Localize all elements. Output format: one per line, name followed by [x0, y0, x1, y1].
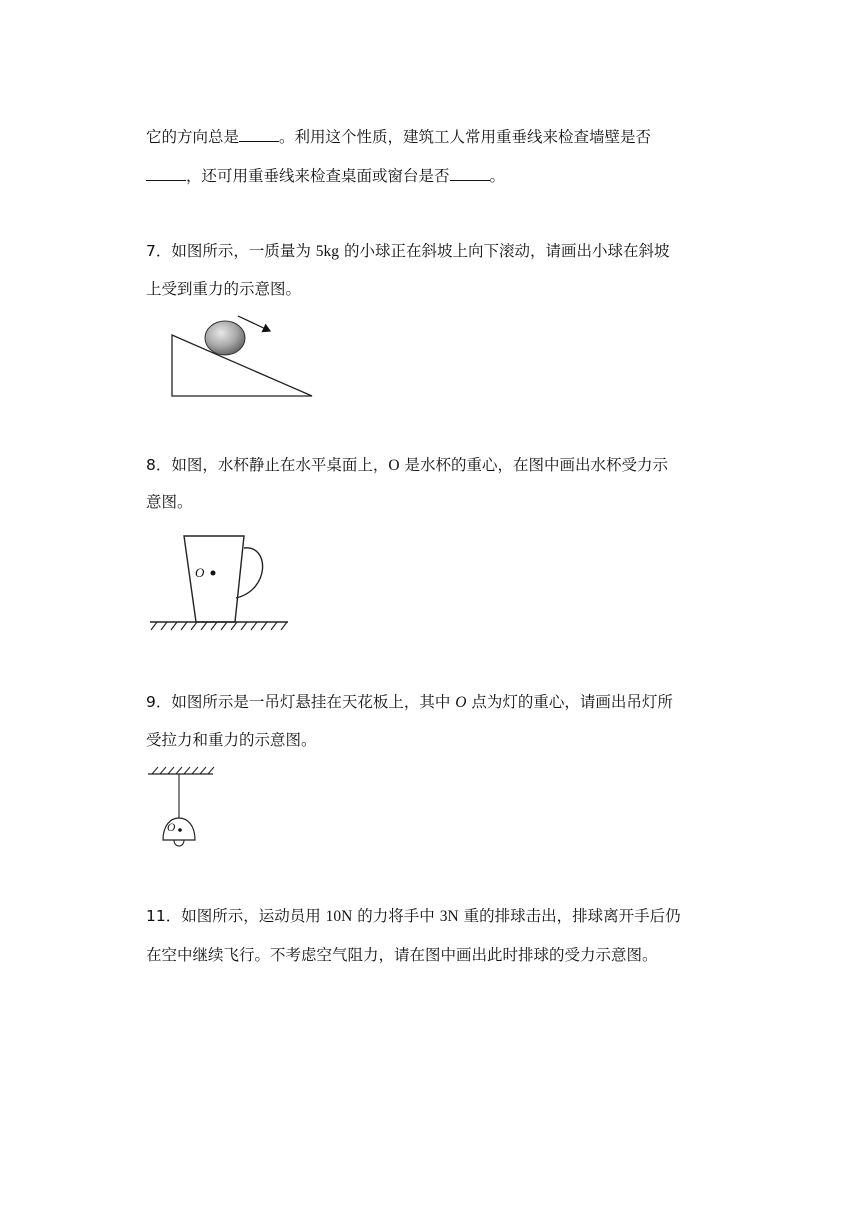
- q7-text-b: 的小球正在斜坡上向下滚动，请画出小球在斜坡: [339, 242, 670, 260]
- q6-text-b: 。利用这个性质，建筑工人常用重垂线来检查墙壁是否: [279, 128, 652, 146]
- q9-text-a: 9．如图所示是一吊灯悬挂在天花板上，其中: [146, 693, 456, 711]
- q7-line-2: 上受到重力的示意图。: [146, 280, 302, 298]
- q6-text-d: 。: [489, 167, 506, 185]
- q6-text-c: ，还可用重垂线来检查桌面或窗台是否: [186, 167, 450, 185]
- q11-force: 10N: [325, 908, 353, 925]
- lamp-bulb: [174, 840, 184, 846]
- q9-line-2: 受拉力和重力的示意图。: [146, 731, 317, 749]
- q8-line-2: 意图。: [146, 493, 193, 511]
- q9-o-label: O: [455, 694, 467, 711]
- q7-text-a: 7．如图所示，一质量为: [146, 242, 316, 260]
- q11-text-c: 重的排球击出，排球离开手后仍: [458, 907, 681, 925]
- q8-cup-o-label: O: [195, 565, 205, 580]
- q9-lamp-o-label: O: [167, 822, 176, 834]
- q9-text-b: 点为灯的重心，请画出吊灯所: [466, 693, 673, 711]
- q11-text-b: 的力将手中: [352, 907, 440, 925]
- q11-line-1: [146, 906, 681, 927]
- lamp-center-of-gravity-dot: [178, 828, 182, 832]
- q8-text-a: 8．如图，水杯静止在水平桌面上，: [146, 456, 389, 474]
- q11-line-2: 在空中继续飞行。不考虑空气阻力，请在图中画出此时排球的受力示意图。: [146, 946, 658, 964]
- ceiling-hatching: [152, 767, 214, 774]
- q6-text-a: 它的方向总是: [146, 128, 240, 146]
- q11-text-a: 11．如图所示，运动员用: [146, 907, 326, 925]
- q7-mass: 5kg: [315, 243, 340, 260]
- q8-o-label: O: [388, 457, 400, 474]
- q8-text-b: 是水杯的重心，在图中画出水杯受力示: [399, 456, 669, 474]
- q11-weight: 3N: [439, 908, 459, 925]
